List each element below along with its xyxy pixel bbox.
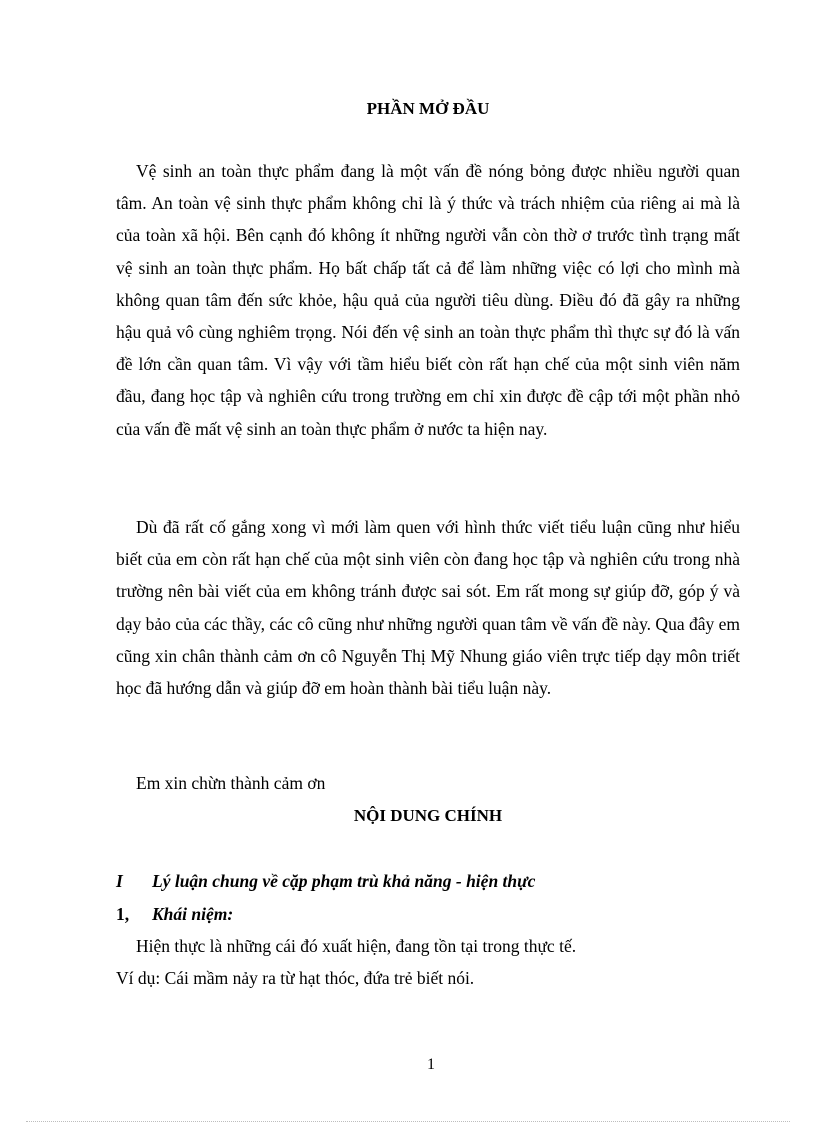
page-number: 1 — [427, 1056, 435, 1073]
intro-paragraph-2: Dù đã rất cố gắng xong vì mới làm quen với hình thức viết tiểu luận cũng như hiểu biết của em còn rất hạn chế của một sinh viên còn đang học tập và nghiên cứu trong nhà trường nên bài viết của em không tránh được sai sót. Em rất mong sự giúp đỡ, góp ý và dạy bảo của các thầy, các cô cũng như những người quan tâm về vấn đề này. Qua đây em cũng xin chân thành cảm ơn cô Nguyễn Thị Mỹ Nhung giáo viên trực tiếp dạy môn triết học đã hướng dẫn và giúp đỡ em hoàn thành bài tiểu luận này. — [116, 517, 740, 699]
page-bottom-border — [26, 1121, 790, 1122]
closing-line: Em xin chừn thành cảm ơn — [136, 773, 326, 793]
intro-paragraph-1: Vệ sinh an toàn thực phẩm đang là một vấn đề nóng bỏng được nhiều người quan tâm. An toàn vệ sinh thực phẩm không chỉ là ý thức và trách nhiệm của riêng ai mà là của toàn xã hội. Bên cạnh đó không ít những người vẫn còn thờ ơ trước tình trạng mất vệ sinh an toàn thực phẩm. Họ bất chấp tất cả để làm những việc có lợi cho mình mà không quan tâm đến sức khỏe, hậu quả của người tiêu dùng. Điều đó đã gây ra những hậu quả vô cùng nghiêm trọng. Nói đến vệ sinh an toàn thực phẩm thì thực sự đó là vấn đề lớn cần quan tâm. Vì vậy với tầm hiểu biết còn rất hạn chế của một sinh viên năm đầu, đang học tập và nghiên cứu trong trường em chỉ xin được đề cập tới một phần nhỏ của vấn đề mất vệ sinh an toàn thực phẩm ở nước ta hiện nay. — [116, 161, 740, 439]
definition-text: Hiện thực là những cái đó xuất hiện, đang tồn tại trong thực tế. — [136, 936, 577, 956]
main-title: NỘI DUNG CHÍNH — [353, 806, 503, 825]
subsection-title: Khái niệm: — [152, 904, 234, 924]
example-text: Ví dụ: Cái mầm nảy ra từ hạt thóc, đứa trẻ biết nói. — [116, 968, 475, 988]
subsection-heading — [116, 904, 233, 925]
subsection-number: 1, — [116, 904, 130, 924]
intro-title: PHẦN MỞ ĐẦU — [366, 99, 490, 118]
section-title: Lý luận chung về cặp phạm trù khả năng - hiện thực — [152, 871, 536, 891]
section-heading — [116, 871, 535, 892]
section-number: I — [116, 871, 123, 891]
